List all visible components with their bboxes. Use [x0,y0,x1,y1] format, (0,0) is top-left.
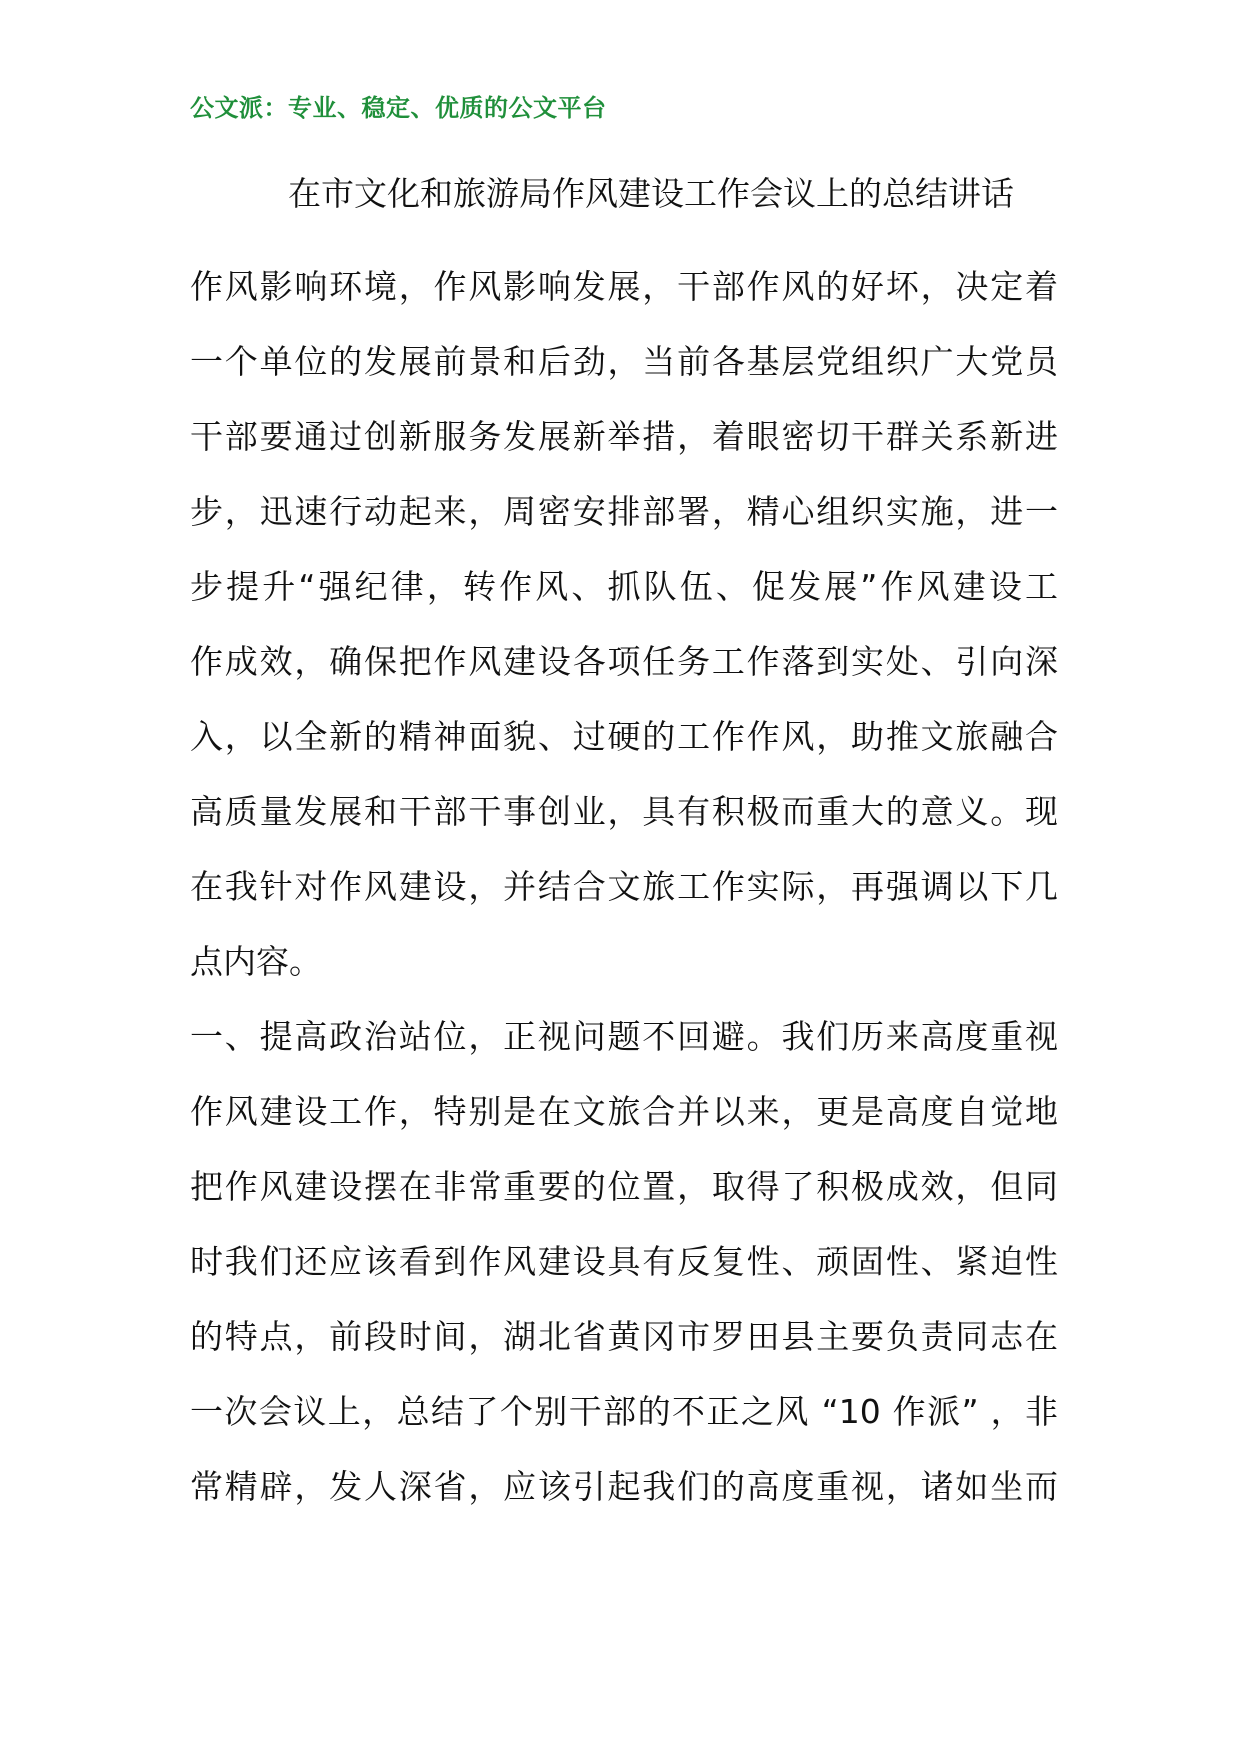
paragraph-line: 步提升“强纪律，转作风、抓队伍、促发展”作风建设工 [190,567,1058,606]
paragraph-line: 作风影响环境，作风影响发展，干部作风的好坏，决定着 [190,267,1058,306]
paragraph-line: 时我们还应该看到作风建设具有反复性、顽固性、紧迫性 [190,1242,1058,1281]
paragraph-line: 一个单位的发展前景和后劲，当前各基层党组织广大党员 [190,342,1058,381]
paragraph-2 [190,1015,1058,1540]
document-title: 在市文化和旅游局作风建设工作会议上的总结讲话 [288,174,1014,213]
paragraph-line: 步，迅速行动起来，周密安排部署，精心组织实施，进一 [190,492,1058,531]
paragraph-line: 一、提高政治站位，正视问题不回避。我们历来高度重视 [190,1017,1058,1056]
paragraph-line: 作成效，确保把作风建设各项任务工作落到实处、引向深 [190,642,1058,681]
paragraph-line: 一次会议上，总结了个别干部的不正之风 “10 作派” ，非 [190,1392,1058,1431]
paragraph-line: 点内容。 [190,942,322,981]
paragraph-1 [190,265,1058,1015]
site-header-slogan: 公文派：专业、稳定、优质的公文平台 [190,94,607,122]
paragraph-line: 干部要通过创新服务发展新举措，着眼密切干群关系新进 [190,417,1058,456]
paragraph-line: 高质量发展和干部干事创业，具有积极而重大的意义。现 [190,792,1058,831]
paragraph-line: 把作风建设摆在非常重要的位置，取得了积极成效，但同 [190,1167,1058,1206]
paragraph-line: 的特点，前段时间，湖北省黄冈市罗田县主要负责同志在 [190,1317,1058,1356]
paragraph-line: 入，以全新的精神面貌、过硬的工作作风，助推文旅融合 [190,717,1058,756]
paragraph-line: 作风建设工作，特别是在文旅合并以来，更是高度自觉地 [190,1092,1058,1131]
document-body [190,265,1058,1540]
paragraph-line: 常精辟，发人深省，应该引起我们的高度重视，诸如坐而 [190,1467,1058,1506]
paragraph-line: 在我针对作风建设，并结合文旅工作实际，再强调以下几 [190,867,1058,906]
